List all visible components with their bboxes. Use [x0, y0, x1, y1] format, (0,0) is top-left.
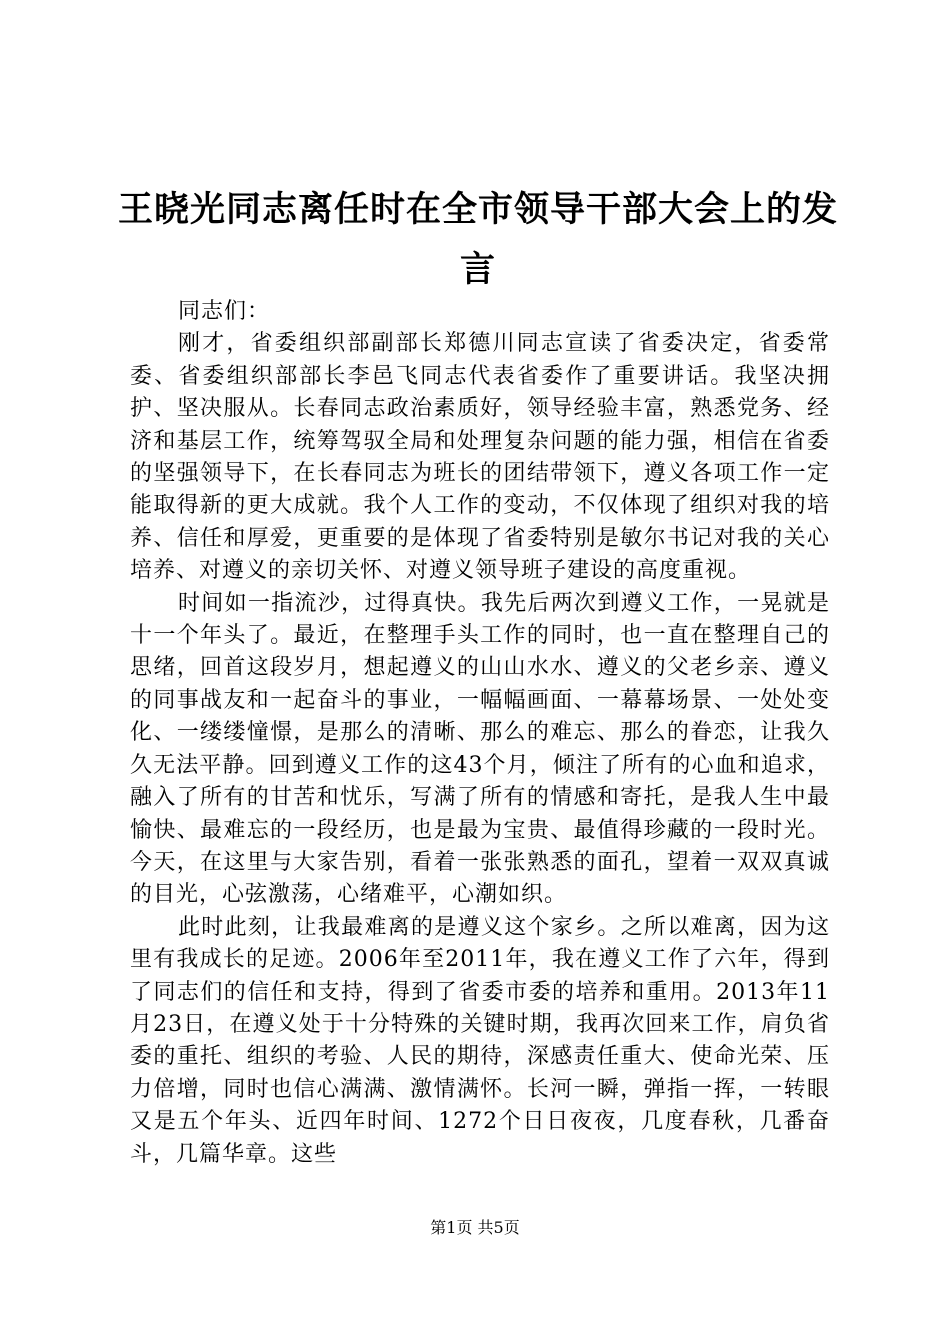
- document-title: 王晓光同志离任时在全市领导干部大会上的发言: [118, 189, 839, 290]
- page-footer: 第1页 共5页: [430, 1218, 520, 1237]
- greeting: 同志们：: [178, 299, 271, 324]
- document-body: [130, 296, 830, 1171]
- paragraph-1: 刚才，省委组织部副部长郑德川同志宣读了省委决定，省委常委、省委组织部部长李邑飞同志代表省委作了重要讲话。我坚决拥护、坚决服从。长春同志政治素质好，领导经验丰富，熟悉党务、经济和基层工作，统筹驾驭全局和处理复杂问题的能力强，相信在省委的坚强领导下，在长春同志为班长的团结带领下，遵义各项工作一定能取得新的更大成就。我个人工作的变动，不仅体现了组织对我的培养、信任和厚爱，更重要的是体现了省委特别是敏尔书记对我的关心培养、对遵义的亲切关怀、对遵义领导班子建设的高度重视。: [130, 331, 830, 584]
- paragraph-3: 此时此刻，让我最难离的是遵义这个家乡。之所以难离，因为这里有我成长的足迹。2006年至2011年，我在遵义工作了六年，得到了同志们的信任和支持，得到了省委市委的培养和重用。2013年11月23日，在遵义处于十分特殊的关键时期，我再次回来工作，肩负省委的重托、组织的考验、人民的期待，深感责任重大、使命光荣、压力倍增，同时也信心满满、激情满怀。长河一瞬，弹指一挥，一转眼又是五个年头、近四年时间、1272个日日夜夜，几度春秋，几番奋斗，几篇华章。这些: [130, 914, 830, 1167]
- paragraph-2: 时间如一指流沙，过得真快。我先后两次到遵义工作，一晃就是十一个年头了。最近，在整理手头工作的同时，也一直在整理自己的思绪，回首这段岁月，想起遵义的山山水水、遵义的父老乡亲、遵义的同事战友和一起奋斗的事业，一幅幅画面、一幕幕场景、一处处变化、一缕缕憧憬，是那么的清晰、那么的难忘、那么的眷恋，让我久久无法平静。回到遵义工作的这43个月，倾注了所有的心血和追求，融入了所有的甘苦和忧乐，写满了所有的情感和寄托，是我人生中最愉快、最难忘的一段经历，也是最为宝贵、最值得珍藏的一段时光。今天，在这里与大家告别，看着一张张熟悉的面孔，望着一双双真诚的目光，心弦激荡，心绪难平，心潮如织。: [130, 590, 830, 908]
